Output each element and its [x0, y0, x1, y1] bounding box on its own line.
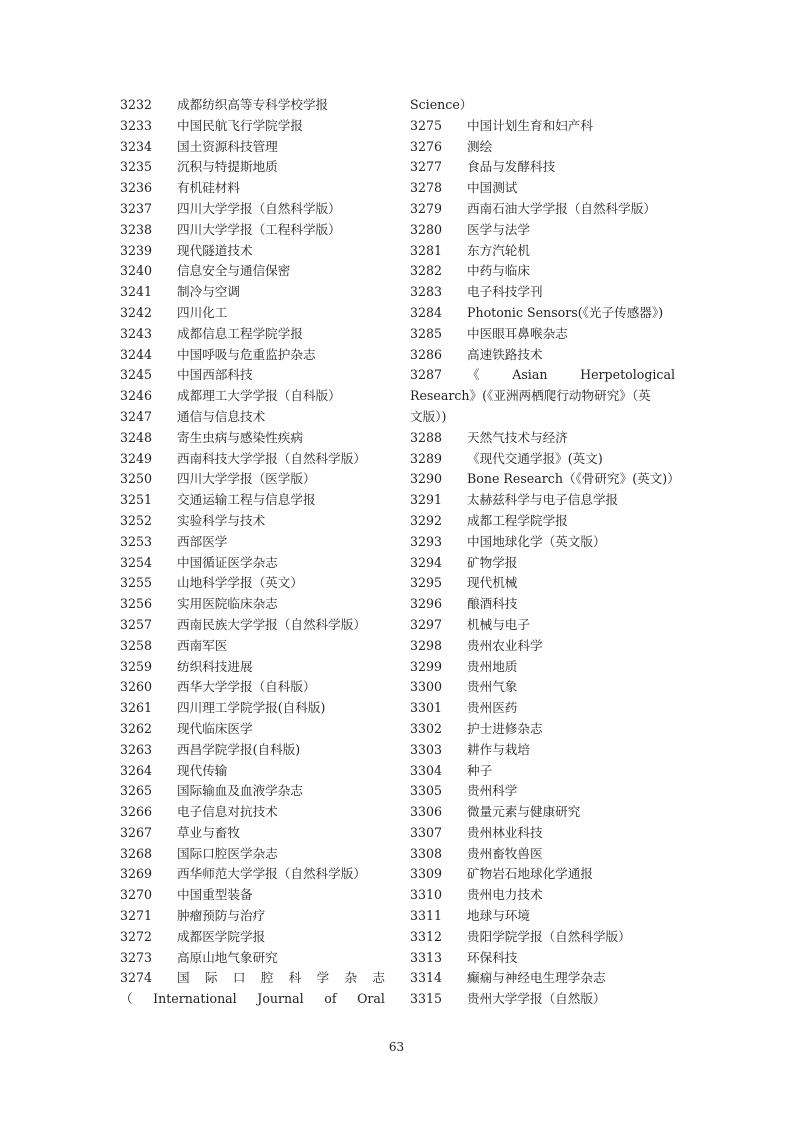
continuation-text — [120, 989, 385, 1010]
entry-title: 成都医学院学报 — [177, 928, 266, 944]
entry-number: 3273 — [120, 949, 153, 965]
entry-number: 3274 — [120, 970, 153, 986]
entry-number: 3257 — [120, 616, 153, 632]
entry-title: 中国民航飞行学院学报 — [177, 117, 303, 133]
entry-number: 3272 — [120, 928, 153, 944]
journal-entry — [410, 365, 675, 386]
journal-entry — [410, 989, 675, 1010]
entry-title: 医学与法学 — [467, 221, 530, 237]
entry-number: 3284 — [410, 304, 443, 320]
entry-title: 机械与电子 — [467, 616, 530, 632]
right-column — [410, 95, 680, 1010]
entry-number: 3310 — [410, 887, 443, 903]
entry-number: 3295 — [410, 575, 443, 591]
entry-title: 护士进修杂志 — [467, 720, 543, 736]
journal-entry — [120, 469, 385, 490]
journal-entry — [120, 137, 385, 158]
journal-entry — [120, 573, 385, 594]
entry-number: 3288 — [410, 429, 443, 445]
entry-title: 成都工程学院学报 — [467, 512, 568, 528]
entry-title: 电子信息对抗技术 — [177, 804, 278, 820]
entry-title: 贵州畜牧兽医 — [467, 845, 543, 861]
title-word: 《 — [467, 367, 480, 383]
left-entry-list — [120, 95, 385, 968]
entry-number: 3276 — [410, 138, 443, 154]
entry-number: 3315 — [410, 991, 443, 1007]
journal-entry — [410, 719, 675, 740]
entry-title: 中国西部科技 — [177, 367, 253, 383]
entry-title: 制冷与空调 — [177, 284, 240, 300]
entry-title: 成都理工大学学报（自科版） — [177, 388, 341, 404]
entry-title: 信息安全与通信保密 — [177, 263, 291, 279]
entry-title: 贵州科学 — [467, 783, 518, 799]
entry-number: 3313 — [410, 949, 443, 965]
journal-entry — [410, 968, 675, 989]
journal-entry — [120, 261, 385, 282]
entry-title: 天然气技术与经济 — [467, 429, 568, 445]
entry-number: 3236 — [120, 180, 153, 196]
entry-title: 国际口腔医学杂志 — [177, 845, 278, 861]
entry-title: 山地科学学报（英文） — [177, 575, 303, 591]
journal-entry — [120, 178, 385, 199]
journal-entry — [410, 324, 675, 345]
entry-title: 西华大学学报（自科版） — [177, 679, 316, 695]
entry-number: 3304 — [410, 762, 443, 778]
entry-title: 西南民族大学学报（自然科学版） — [177, 616, 366, 632]
journal-entry — [410, 282, 675, 303]
entry-number: 3240 — [120, 263, 153, 279]
entry-number: 3238 — [120, 221, 153, 237]
right-entry-list-b — [410, 428, 680, 1010]
continuation-text: 文版）) — [410, 408, 447, 424]
entry-title: 肿瘤预防与治疗 — [177, 908, 266, 924]
entry-title: 贵州林业科技 — [467, 824, 543, 840]
entry-number: 3312 — [410, 928, 443, 944]
journal-entry — [410, 157, 675, 178]
entry-title: 西部医学 — [177, 533, 228, 549]
continuation-text: Research》(《亚洲两栖爬行动物研究》（英 — [410, 388, 651, 404]
journal-entry — [410, 864, 675, 885]
journal-entry — [410, 761, 675, 782]
entry-number: 3280 — [410, 221, 443, 237]
entry-number: 3248 — [120, 429, 153, 445]
entry-number: 3281 — [410, 242, 443, 258]
journal-entry — [120, 594, 385, 615]
entry-number: 3245 — [120, 367, 153, 383]
entry-number: 3302 — [410, 720, 443, 736]
journal-entry — [120, 906, 385, 927]
entry-number: 3250 — [120, 471, 153, 487]
entry-title: 成都纺织高等专科学校学报 — [177, 97, 329, 112]
journal-entry — [120, 428, 385, 449]
entry-number: 3263 — [120, 741, 153, 757]
journal-entry — [410, 594, 675, 615]
entry-title: 现代临床医学 — [177, 720, 253, 736]
entry-number: 3241 — [120, 284, 153, 300]
entry-number: 3253 — [120, 533, 153, 549]
right-entry-list-a — [410, 116, 675, 366]
entry-number: 3251 — [120, 492, 153, 508]
entry-number: 3234 — [120, 138, 153, 154]
entry-number: 3259 — [120, 658, 153, 674]
entry-title: 西南科技大学学报（自然科学版） — [177, 450, 366, 466]
entry-number: 3277 — [410, 159, 443, 175]
entry-number: 3255 — [120, 575, 153, 591]
entry-number: 3303 — [410, 741, 443, 757]
entry-title: 西华师范大学学报（自然科学版） — [177, 866, 366, 882]
cont-word: Journal — [257, 991, 304, 1007]
entry-title: 有机硅材料 — [177, 180, 240, 196]
journal-entry — [120, 241, 385, 262]
journal-entry — [410, 802, 675, 823]
entry-number: 3296 — [410, 596, 443, 612]
title-word: Asian — [512, 367, 548, 383]
entry-title: 国土资源科技管理 — [177, 138, 278, 154]
entry-number: 3233 — [120, 117, 153, 133]
journal-entry — [410, 490, 675, 511]
journal-entry — [120, 303, 385, 324]
entry-title: 贵阳学院学报（自然科学版） — [467, 928, 631, 944]
journal-entry — [120, 615, 385, 636]
entry-number: 3242 — [120, 304, 153, 320]
journal-entry — [410, 844, 675, 865]
entry-number: 3256 — [120, 596, 153, 612]
entry-title: 现代传输 — [177, 762, 228, 778]
entry-number: 3301 — [410, 700, 443, 716]
entry-title: 电子科技学刊 — [467, 284, 543, 300]
journal-entry — [120, 95, 385, 116]
journal-entry — [120, 781, 385, 802]
entry-title: 环保科技 — [467, 949, 518, 965]
journal-entry — [410, 740, 675, 761]
journal-entry — [410, 116, 675, 137]
entry-number: 3267 — [120, 824, 153, 840]
entry-title: 贵州地质 — [467, 658, 518, 674]
entry-number: 3309 — [410, 866, 443, 882]
journal-entry — [120, 761, 385, 782]
journal-entry — [120, 532, 385, 553]
entry-number: 3283 — [410, 284, 443, 300]
entry-title: 四川大学学报（自然科学版） — [177, 200, 341, 216]
journal-entry — [410, 241, 675, 262]
journal-entry — [120, 490, 385, 511]
entry-title: 食品与发酵科技 — [467, 159, 556, 175]
entry-title: 中国地球化学（英文版） — [467, 533, 606, 549]
title-char: 口 — [232, 970, 246, 986]
entry-number: 3270 — [120, 887, 153, 903]
entry-number: 3261 — [120, 700, 153, 716]
entry-number: 3285 — [410, 325, 443, 341]
entry-title: 四川化工 — [177, 304, 228, 320]
entry-title: 国际输血及血液学杂志 — [177, 783, 303, 799]
entry-title: 西南石油大学学报（自然科学版） — [467, 200, 656, 216]
entry-title: 耕作与栽培 — [467, 741, 530, 757]
journal-entry — [120, 282, 385, 303]
journal-entry — [120, 657, 385, 678]
entry-number: 3289 — [410, 450, 443, 466]
entry-number: 3275 — [410, 117, 443, 133]
journal-entry — [120, 698, 385, 719]
entry-number: 3290 — [410, 471, 443, 487]
entry-number: 3314 — [410, 970, 443, 986]
journal-entry — [410, 178, 675, 199]
entry-title: 贵州电力技术 — [467, 887, 543, 903]
journal-entry — [410, 636, 675, 657]
journal-entry — [410, 657, 675, 678]
title-char: 学 — [316, 970, 330, 986]
entry-number: 3297 — [410, 616, 443, 632]
entry-number: 3243 — [120, 325, 153, 341]
entry-continuation — [410, 407, 675, 428]
journal-entry — [410, 428, 675, 449]
entry-number: 3299 — [410, 658, 443, 674]
entry-title: 矿物岩石地球化学通报 — [467, 866, 593, 882]
entry-number: 3254 — [120, 554, 153, 570]
entry-number: 3307 — [410, 824, 443, 840]
title-char: 腔 — [260, 970, 274, 986]
entry-number: 3287 — [410, 367, 443, 383]
journal-entry — [410, 553, 675, 574]
journal-entry — [120, 407, 385, 428]
entry-number: 3266 — [120, 804, 153, 820]
journal-entry — [410, 927, 675, 948]
journal-entry — [410, 345, 675, 366]
entry-continuation — [410, 95, 675, 116]
journal-entry — [120, 199, 385, 220]
entry-title: 太赫兹科学与电子信息学报 — [467, 492, 619, 508]
journal-entry — [410, 573, 675, 594]
entry-number: 3235 — [120, 159, 153, 175]
entry-title: 矿物学报 — [467, 554, 518, 570]
entry-title: 贵州气象 — [467, 679, 518, 695]
entry-title: 中国计划生育和妇产科 — [467, 117, 593, 133]
entry-title: 草业与畜牧 — [177, 824, 240, 840]
entry-title: 中国循证医学杂志 — [177, 554, 278, 570]
entry-number: 3271 — [120, 908, 153, 924]
entry-title: 纺织科技进展 — [177, 658, 253, 674]
entry-number: 3282 — [410, 263, 443, 279]
entry-number: 3249 — [120, 450, 153, 466]
entry-title: 种子 — [467, 762, 493, 778]
entry-number: 3262 — [120, 720, 153, 736]
journal-entry — [120, 844, 385, 865]
entry-title: 中医眼耳鼻喉杂志 — [467, 325, 568, 341]
journal-entry — [120, 740, 385, 761]
journal-entry — [410, 948, 675, 969]
journal-entry — [410, 511, 675, 532]
entry-number: 3239 — [120, 242, 153, 258]
entry-title: 中国测试 — [467, 180, 518, 196]
journal-entry — [410, 449, 675, 470]
title-char: 国 — [177, 970, 190, 986]
journal-entry — [410, 199, 675, 220]
journal-entry — [410, 220, 675, 241]
journal-entry — [120, 386, 385, 407]
entry-title: 成都信息工程学院学报 — [177, 325, 303, 341]
entry-number: 3305 — [410, 783, 443, 799]
entry-title: 中国重型装备 — [177, 887, 253, 903]
entry-number: 3237 — [120, 200, 153, 216]
entry-title: 中药与临床 — [467, 263, 530, 279]
entry-number: 3291 — [410, 492, 443, 508]
entry-number: 3294 — [410, 554, 443, 570]
entry-title: 通信与信息技术 — [177, 408, 266, 424]
journal-entry — [410, 469, 680, 490]
entry-title: 四川大学学报（工程科学版） — [177, 221, 341, 237]
entry-title: 测绘 — [467, 138, 493, 154]
journal-entry — [410, 906, 675, 927]
journal-entry — [410, 532, 675, 553]
entry-title: 四川理工学院学报(自科版) — [177, 700, 326, 716]
title-char: 科 — [288, 970, 302, 986]
entry-title: Photonic Sensors(《光子传感器》) — [467, 304, 664, 320]
title-char: 志 — [372, 970, 385, 986]
left-column — [120, 95, 385, 1010]
entry-title: 沉积与特提斯地质 — [177, 159, 278, 175]
entry-number: 3308 — [410, 845, 443, 861]
entry-number: 3252 — [120, 512, 153, 528]
entry-title: 癫痫与神经电生理学杂志 — [467, 970, 606, 986]
entry-title — [467, 365, 675, 386]
journal-entry — [120, 864, 385, 885]
entry-continuation — [410, 386, 675, 407]
journal-entry — [120, 823, 385, 844]
entry-title: 酿酒科技 — [467, 596, 518, 612]
entry-number: 3244 — [120, 346, 153, 362]
entry-title: 地球与环境 — [467, 908, 530, 924]
entry-number: 3300 — [410, 679, 443, 695]
journal-entry — [410, 303, 675, 324]
entry-title: 贵州医药 — [467, 700, 518, 716]
journal-entry — [410, 823, 675, 844]
entry-title: 西南军医 — [177, 637, 228, 653]
entry-number: 3232 — [120, 97, 153, 112]
entry-number: 3286 — [410, 346, 443, 362]
entry-continuation — [120, 989, 385, 1010]
journal-entry — [120, 157, 385, 178]
entry-title: 寄生虫病与感染性疾病 — [177, 429, 303, 445]
entry-number: 3264 — [120, 762, 153, 778]
journal-entry — [120, 802, 385, 823]
journal-entry — [120, 885, 385, 906]
entry-title: 中国呼吸与危重监护杂志 — [177, 346, 316, 362]
entry-number: 3279 — [410, 200, 443, 216]
journal-entry — [120, 948, 385, 969]
title-char: 际 — [204, 970, 218, 986]
journal-entry — [410, 698, 675, 719]
journal-entry — [120, 719, 385, 740]
journal-entry — [120, 511, 385, 532]
entry-number: 3269 — [120, 866, 153, 882]
cont-word: （ — [120, 991, 133, 1007]
journal-entry — [120, 449, 385, 470]
entry-title: 高速铁路技术 — [467, 346, 543, 362]
journal-entry — [120, 553, 385, 574]
cont-word: International — [153, 991, 237, 1007]
journal-entry — [410, 261, 675, 282]
entry-number: 3246 — [120, 388, 153, 404]
entry-number: 3265 — [120, 783, 153, 799]
journal-entry — [120, 365, 385, 386]
journal-entry — [120, 345, 385, 366]
entry-number: 3306 — [410, 804, 443, 820]
journal-entry — [410, 615, 675, 636]
page-number: 63 — [388, 1040, 405, 1054]
cont-word: Oral — [357, 991, 385, 1007]
entry-number: 3258 — [120, 637, 153, 653]
journal-entry — [120, 116, 385, 137]
entry-title: 微量元素与健康研究 — [467, 804, 581, 820]
journal-entry — [120, 220, 385, 241]
journal-entry — [120, 677, 385, 698]
entry-number: 3311 — [410, 908, 443, 924]
entry-title: 贵州大学学报（自然版） — [467, 991, 606, 1007]
entry-number: 3260 — [120, 679, 153, 695]
entry-title: 高原山地气象研究 — [177, 949, 278, 965]
cont-word: of — [324, 991, 337, 1007]
title-char: 杂 — [344, 970, 358, 986]
journal-entry — [410, 137, 675, 158]
journal-entry — [120, 927, 385, 948]
entry-number: 3292 — [410, 512, 443, 528]
entry-title — [177, 968, 385, 989]
entry-title: 四川大学学报（医学版） — [177, 471, 316, 487]
continuation-text: Science） — [410, 97, 473, 112]
journal-entry — [120, 324, 385, 345]
entry-title: 实验科学与技术 — [177, 512, 266, 528]
entry-title: 东方汽轮机 — [467, 242, 530, 258]
entry-number: 3247 — [120, 408, 153, 424]
entry-title: 《现代交通学报》(英文) — [467, 450, 603, 466]
journal-entry — [410, 885, 675, 906]
entry-number: 3268 — [120, 845, 153, 861]
entry-title: 现代隧道技术 — [177, 242, 253, 258]
journal-entry — [410, 677, 675, 698]
entry-title: 实用医院临床杂志 — [177, 596, 278, 612]
entry-title: Bone Research（《骨研究》(英文)） — [467, 471, 680, 487]
entry-title: 交通运输工程与信息学报 — [177, 492, 316, 508]
entry-number: 3278 — [410, 180, 443, 196]
entry-title: 贵州农业科学 — [467, 637, 543, 653]
entry-title: 现代机械 — [467, 575, 518, 591]
title-word: Herpetological — [580, 367, 675, 383]
journal-entry — [120, 636, 385, 657]
entry-title: 西昌学院学报(自科版) — [177, 741, 301, 757]
journal-entry — [120, 968, 385, 989]
entry-number: 3298 — [410, 637, 443, 653]
journal-entry — [410, 781, 675, 802]
entry-number: 3293 — [410, 533, 443, 549]
